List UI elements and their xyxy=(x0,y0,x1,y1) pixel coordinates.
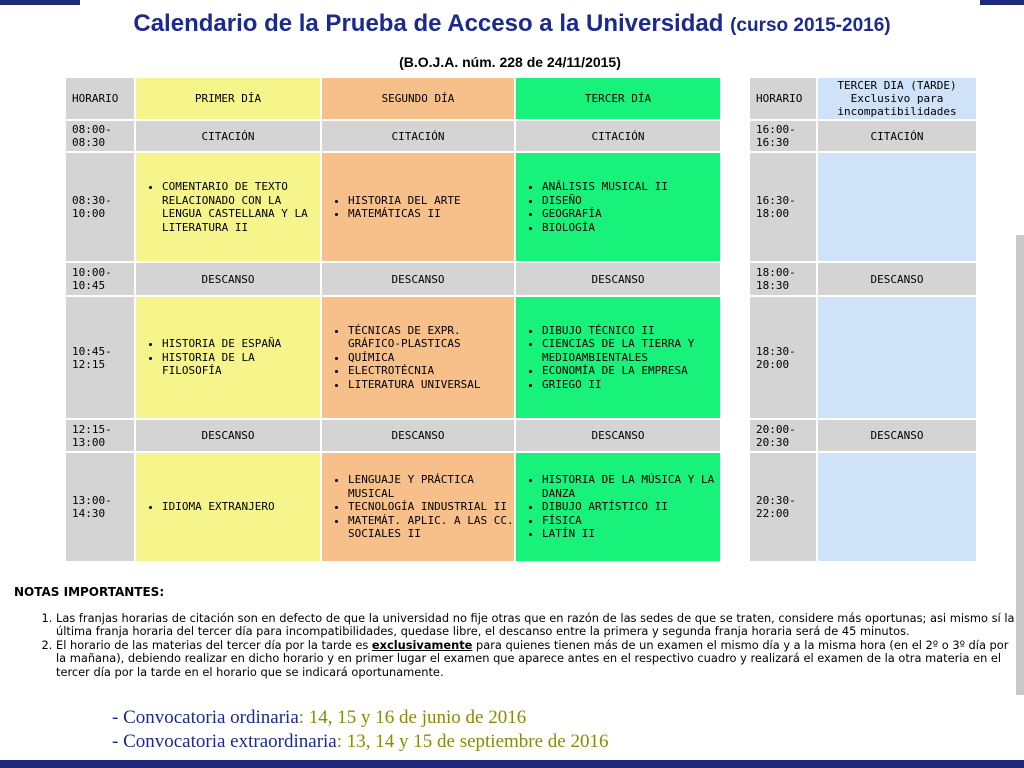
subject-item: • HISTORIA DEL ARTE xyxy=(348,194,514,208)
subject-item: • TECNOLOGÍA INDUSTRIAL II xyxy=(348,500,514,514)
break1-day1: DESCANSO xyxy=(136,263,320,295)
time-slot2: 10:45- 12:15 xyxy=(66,297,134,418)
side-slot-1 xyxy=(818,153,976,261)
subject-item: • GRIEGO II xyxy=(542,378,720,392)
side-citacion: CITACIÓN xyxy=(818,121,976,151)
notes-heading: NOTAS IMPORTANTES: xyxy=(14,585,165,599)
subject-item: • ECONOMÍA DE LA EMPRESA xyxy=(542,364,720,378)
subject-item: • HISTORIA DE ESPAÑA xyxy=(162,337,320,351)
boja-reference: (B.O.J.A. núm. 228 de 24/11/2015) xyxy=(399,54,621,70)
citacion-day2: CITACIÓN xyxy=(322,121,514,151)
side-time-4: 18:30- 20:00 xyxy=(750,297,816,418)
page-title xyxy=(0,10,1024,38)
afternoon-schedule-table xyxy=(748,76,978,563)
break2-day3: DESCANSO xyxy=(516,420,720,451)
title-course: (curso 2015-2016) xyxy=(730,15,891,36)
break2-day2: DESCANSO xyxy=(322,420,514,451)
subject-item: • ELECTROTÉCNIA xyxy=(348,364,514,378)
time-break2: 12:15- 13:00 xyxy=(66,420,134,451)
title-main: Calendario de la Prueba de Acceso a la Universidad xyxy=(133,10,724,37)
side-time-3: 18:00- 18:30 xyxy=(750,263,816,295)
subject-item: • CIENCIAS DE LA TIERRA Y MEDIOAMBIENTALES xyxy=(542,337,720,364)
slot1-day3 xyxy=(516,153,720,261)
slot2-day2 xyxy=(322,297,514,418)
side-header-day: TERCER DIA (TARDE) Exclusivo para incompatibilidades xyxy=(818,78,976,119)
subject-item: • LITERATURA UNIVERSAL xyxy=(348,378,514,392)
note-1: 1. Las franjas horarias de citación son en defecto de que la universidad no fije otras que en razón de las sedes de que se traten, considere más oportunas; asi mismo sí la última franja horaria del tercer día para incompatibilidades, quedase libre, el descanso entre la primera y segunda franja horaria será de 45 minutos. xyxy=(56,612,1018,639)
time-slot3: 13:00- 14:30 xyxy=(66,453,134,561)
important-notes xyxy=(14,586,1018,679)
header-day1: PRIMER DÍA xyxy=(136,78,320,119)
subject-item: • HISTORIA DE LA MÚSICA Y LA DANZA xyxy=(542,473,720,500)
slot2-day1 xyxy=(136,297,320,418)
slot1-day2 xyxy=(322,153,514,261)
subject-item: • MATEMÁTICAS II xyxy=(348,207,514,221)
side-time-2: 16:30- 18:00 xyxy=(750,153,816,261)
side-break-2: DESCANSO xyxy=(818,420,976,451)
break2-day1: DESCANSO xyxy=(136,420,320,451)
slot3-day1 xyxy=(136,453,320,561)
subject-item: • DIBUJO ARTÍSTICO II xyxy=(542,500,720,514)
slot3-day3 xyxy=(516,453,720,561)
subject-item: • LENGUAJE Y PRÁCTICA MUSICAL xyxy=(348,473,514,500)
subject-item: • MATEMÁT. APLIC. A LAS CC. SOCIALES II xyxy=(348,514,514,541)
break1-day3: DESCANSO xyxy=(516,263,720,295)
side-slot-2 xyxy=(818,297,976,418)
convocatoria-extraordinaria: - Convocatoria extraordinaria: 13, 14 y 15 de septiembre de 2016 xyxy=(112,731,609,752)
convocatoria-ordinaria: - Convocatoria ordinaria: 14, 15 y 16 de junio de 2016 xyxy=(112,707,527,728)
convocatorias xyxy=(112,706,912,754)
bottom-bar xyxy=(0,760,1024,768)
side-time-1: 16:00- 16:30 xyxy=(750,121,816,151)
subject-item: • COMENTARIO DE TEXTO RELACIONADO CON LA LENGUA CASTELLANA Y LA LITERATURA II xyxy=(162,180,320,234)
subject-item: • TÉCNICAS DE EXPR. GRÁFICO-PLASTICAS xyxy=(348,324,514,351)
header-day3: TERCER DÍA xyxy=(516,78,720,119)
break1-day2: DESCANSO xyxy=(322,263,514,295)
side-header-horario: HORARIO xyxy=(750,78,816,119)
slot1-day1 xyxy=(136,153,320,261)
note-2: 2. El horario de las materias del tercer día por la tarde es exclusivamente para quienes tienen más de un examen el mismo día y a la misma hora (en el 2º o 3º día por la mañana), debiendo realizar en dicho horario y en primer lugar el examen que aparece antes en el respectivo cuadro y realizará el examen de la otra materia en el tercer día por la tarde en el horario que se indicará oportunamente. xyxy=(56,639,1018,680)
subject-item: • LATÍN II xyxy=(542,527,720,541)
subject-item: • DIBUJO TÉCNICO II xyxy=(542,324,720,338)
time-slot1: 08:30- 10:00 xyxy=(66,153,134,261)
subject-item: • QUÍMICA xyxy=(348,351,514,365)
subject-item: • DISEÑO xyxy=(542,194,720,208)
citacion-day3: CITACIÓN xyxy=(516,121,720,151)
header-day2: SEGUNDO DÍA xyxy=(322,78,514,119)
time-citacion: 08:00- 08:30 xyxy=(66,121,134,151)
side-slot-3 xyxy=(818,453,976,561)
side-time-6: 20:30- 22:00 xyxy=(750,453,816,561)
top-bar xyxy=(0,0,1024,5)
slot3-day2 xyxy=(322,453,514,561)
subject-item: • ANÁLISIS MUSICAL II xyxy=(542,180,720,194)
subject-item: • HISTORIA DE LA FILOSOFÍA xyxy=(162,351,320,378)
note-2-emphasis: exclusivamente xyxy=(371,637,473,652)
side-time-5: 20:00- 20:30 xyxy=(750,420,816,451)
slot2-day3 xyxy=(516,297,720,418)
side-break-1: DESCANSO xyxy=(818,263,976,295)
time-break1: 10:00- 10:45 xyxy=(66,263,134,295)
main-schedule-table xyxy=(64,76,722,563)
header-horario: HORARIO xyxy=(66,78,134,119)
subject-item: • BIOLOGÍA xyxy=(542,221,720,235)
subject-item: • GEOGRAFÍA xyxy=(542,207,720,221)
subject-item: • FÍSICA xyxy=(542,514,720,528)
subject-item: • IDIOMA EXTRANJERO xyxy=(162,500,320,514)
citacion-day1: CITACIÓN xyxy=(136,121,320,151)
